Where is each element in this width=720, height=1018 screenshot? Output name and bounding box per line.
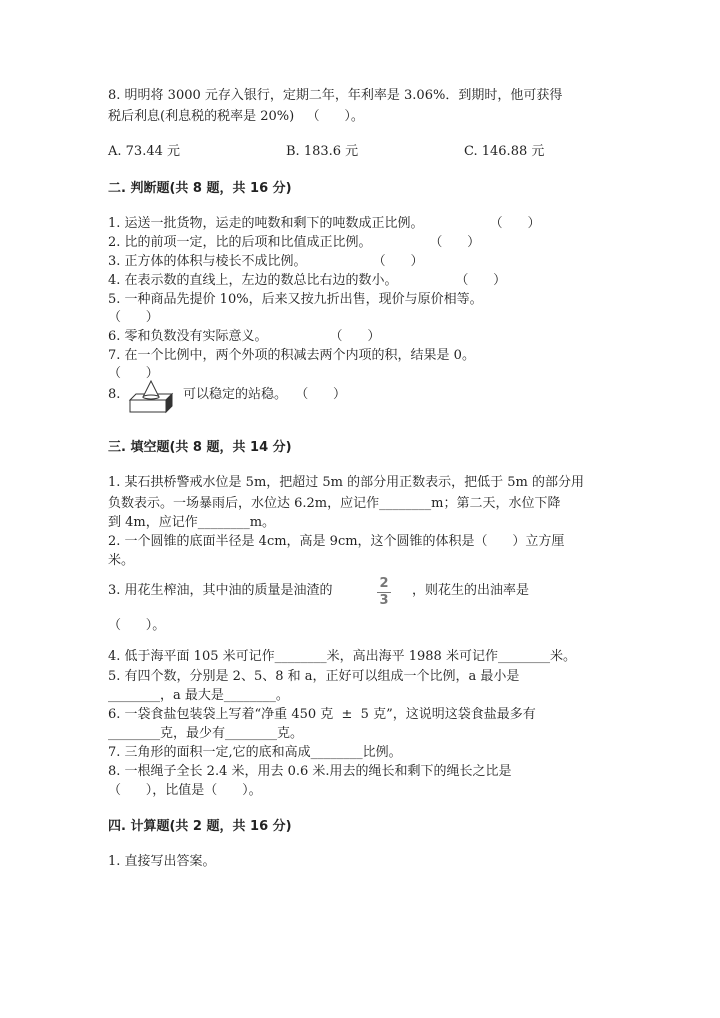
judge-item-5-bracket: （ ） — [108, 310, 159, 325]
judge-item-7-bracket: （ ） — [108, 366, 159, 381]
fill-q6-line1: 6. 一袋食盐包装袋上写着“净重 450 克 ± 5 克”，这说明这袋食盐最多有 — [108, 707, 536, 722]
fill-q5-line2: ________，a 最大是________。 — [108, 688, 289, 703]
q8-line2: 税后利息(利息税的税率是 20%) （ ）。 — [108, 109, 364, 124]
fill-q1-line3: 到 4m，应记作________m。 — [108, 515, 276, 530]
fill-q5-line1: 5. 有四个数，分别是 2、5、8 和 a，正好可以组成一个比例，a 最小是 — [108, 669, 520, 684]
fill-q2-line1: 2. 一个圆锥的底面半径是 4cm，高是 9cm，这个圆锥的体积是（ ）立方厘 — [108, 534, 565, 549]
q8-line1: 8. 明明将 3000 元存入银行，定期二年，年利率是 3.06%．到期时，他可获得 — [108, 88, 563, 103]
fill-q4: 4. 低于海平面 105 米可记作________米，高出海平 1988 米可记作________米。 — [108, 649, 576, 664]
judge-item-1: 1. 运送一批货物，运走的吨数和剩下的吨数成正比例。 （ ） — [108, 216, 541, 231]
fill-q3-line2: （ ）。 — [108, 618, 166, 633]
fill-q3-text-b: ，则花生的出油率是 — [412, 583, 530, 598]
judge-item-4: 4. 在表示数的直线上，左边的数总比右边的数小。 （ ） — [108, 273, 507, 288]
fill-q7: 7. 三角形的面积一定,它的底和高成________比例。 — [108, 745, 402, 760]
q8-option-a: A. 73.44 元 — [108, 144, 181, 159]
judge-item-2: 2. 比的前项一定，比的后项和比值成正比例。 （ ） — [108, 235, 481, 250]
fraction-denominator: 3 — [379, 593, 389, 608]
judge-item-8-number: 8. — [108, 387, 121, 402]
fill-q8-line2: （ ），比值是（ ）。 — [108, 783, 262, 798]
judge-item-6: 6. 零和负数没有实际意义。 （ ） — [108, 329, 381, 344]
fill-q1-line1: 1. 某石拱桥警戒水位是 5m，把超过 5m 的部分用正数表示，把低于 5m 的部分用 — [108, 475, 584, 490]
judge-item-7: 7. 在一个比例中，两个外项的积减去两个内项的积，结果是 0。 — [108, 348, 475, 363]
section2-title: 二. 判断题(共 8 题，共 16 分) — [108, 181, 292, 196]
calc-q1: 1. 直接写出答案。 — [108, 854, 216, 869]
judge-item-3: 3. 正方体的体积与棱长不成比例。 （ ） — [108, 254, 424, 269]
fill-q6-line2: ________克，最少有________克。 — [108, 726, 304, 741]
fraction-two-thirds — [377, 577, 391, 608]
q8-option-c: C. 146.88 元 — [464, 144, 545, 159]
cone-on-block-figure — [126, 380, 178, 416]
fill-q3-text-a: 3. 用花生榨油，其中油的质量是油渣的 — [108, 583, 333, 598]
judge-item-8-text: 可以稳定的站稳。 （ ） — [183, 387, 347, 402]
section4-title: 四. 计算题(共 2 题，共 16 分) — [108, 819, 292, 834]
fill-q2-line2: 米。 — [108, 553, 135, 568]
fill-q1-line2: 负数表示。一场暴雨后，水位达 6.2m，应记作________m；第二天，水位下降 — [108, 496, 561, 511]
q8-option-b: B. 183.6 元 — [286, 144, 359, 159]
section3-title: 三. 填空题(共 8 题，共 14 分) — [108, 440, 292, 455]
fraction-numerator: 2 — [379, 576, 389, 591]
judge-item-5: 5. 一种商品先提价 10%，后来又按九折出售，现价与原价相等。 — [108, 292, 483, 307]
fill-q8-line1: 8. 一根绳子全长 2.4 米，用去 0.6 米.用去的绳长和剩下的绳长之比是 — [108, 764, 512, 779]
